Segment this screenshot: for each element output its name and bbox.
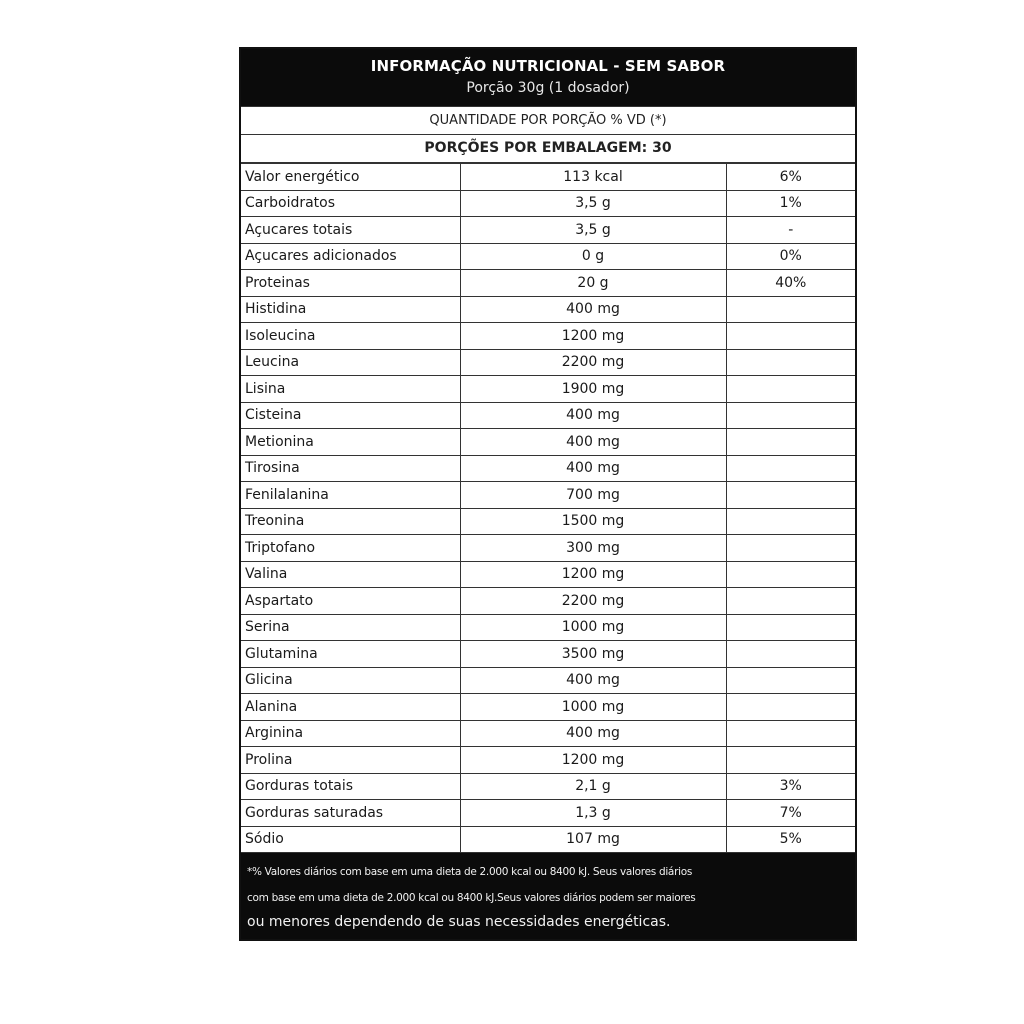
nutrient-daily-value: 40% bbox=[726, 270, 855, 297]
nutrient-name: Serina bbox=[241, 614, 460, 641]
nutrient-daily-value bbox=[726, 667, 855, 694]
nutrient-daily-value bbox=[726, 641, 855, 668]
table-row bbox=[241, 217, 855, 244]
table-row bbox=[241, 800, 855, 827]
nutrient-amount: 2,1 g bbox=[460, 773, 726, 800]
table-row bbox=[241, 773, 855, 800]
table-row bbox=[241, 190, 855, 217]
nutrient-daily-value bbox=[726, 694, 855, 721]
table-row bbox=[241, 508, 855, 535]
footnote-line-1: *% Valores diários com base em uma dieta de 2.000 kcal ou 8400 kJ. Seus valores diários bbox=[247, 866, 692, 878]
table-row bbox=[241, 243, 855, 270]
nutrient-name: Leucina bbox=[241, 349, 460, 376]
nutrient-amount: 1200 mg bbox=[460, 561, 726, 588]
nutrient-name: Glutamina bbox=[241, 641, 460, 668]
label-footnote bbox=[241, 853, 855, 939]
nutrient-amount: 400 mg bbox=[460, 720, 726, 747]
nutrient-amount: 400 mg bbox=[460, 296, 726, 323]
nutrient-amount: 2200 mg bbox=[460, 588, 726, 615]
nutrient-name: Lisina bbox=[241, 376, 460, 403]
nutrient-amount: 1000 mg bbox=[460, 614, 726, 641]
nutrient-amount: 400 mg bbox=[460, 429, 726, 456]
table-row bbox=[241, 455, 855, 482]
nutrient-daily-value bbox=[726, 429, 855, 456]
nutrient-amount: 1000 mg bbox=[460, 694, 726, 721]
nutrient-daily-value bbox=[726, 614, 855, 641]
nutrient-amount: 2200 mg bbox=[460, 349, 726, 376]
table-row bbox=[241, 349, 855, 376]
nutrient-daily-value bbox=[726, 455, 855, 482]
nutrient-daily-value: 6% bbox=[726, 164, 855, 191]
table-row bbox=[241, 402, 855, 429]
nutrient-name: Sódio bbox=[241, 826, 460, 853]
table-row bbox=[241, 747, 855, 774]
nutrient-daily-value bbox=[726, 508, 855, 535]
nutrition-facts-label bbox=[239, 47, 857, 941]
nutrient-daily-value bbox=[726, 296, 855, 323]
nutrient-amount: 1,3 g bbox=[460, 800, 726, 827]
table-row bbox=[241, 270, 855, 297]
nutrient-amount: 300 mg bbox=[460, 535, 726, 562]
serving-size: Porção 30g (1 dosador) bbox=[466, 80, 630, 96]
nutrient-name: Proteinas bbox=[241, 270, 460, 297]
nutrient-name: Carboidratos bbox=[241, 190, 460, 217]
nutrient-amount: 1900 mg bbox=[460, 376, 726, 403]
table-row bbox=[241, 429, 855, 456]
nutrient-name: Fenilalanina bbox=[241, 482, 460, 509]
nutrient-name: Valina bbox=[241, 561, 460, 588]
nutrient-name: Histidina bbox=[241, 296, 460, 323]
nutrient-daily-value bbox=[726, 402, 855, 429]
table-row bbox=[241, 296, 855, 323]
nutrient-amount: 700 mg bbox=[460, 482, 726, 509]
nutrient-amount: 1200 mg bbox=[460, 323, 726, 350]
nutrient-daily-value bbox=[726, 561, 855, 588]
nutrient-daily-value: 1% bbox=[726, 190, 855, 217]
nutrient-daily-value: 3% bbox=[726, 773, 855, 800]
nutrient-name: Treonina bbox=[241, 508, 460, 535]
nutrient-name: Prolina bbox=[241, 747, 460, 774]
nutrient-name: Cisteina bbox=[241, 402, 460, 429]
nutrient-daily-value bbox=[726, 747, 855, 774]
nutrient-rows bbox=[241, 164, 855, 853]
nutrient-name: Metionina bbox=[241, 429, 460, 456]
nutrient-amount: 0 g bbox=[460, 243, 726, 270]
nutrient-table bbox=[241, 163, 855, 853]
label-header bbox=[241, 49, 855, 106]
nutrient-name: Gorduras totais bbox=[241, 773, 460, 800]
table-row bbox=[241, 164, 855, 191]
nutrient-name: Valor energético bbox=[241, 164, 460, 191]
nutrient-daily-value bbox=[726, 349, 855, 376]
nutrient-amount: 1500 mg bbox=[460, 508, 726, 535]
nutrient-daily-value bbox=[726, 588, 855, 615]
table-row bbox=[241, 588, 855, 615]
nutrient-amount: 113 kcal bbox=[460, 164, 726, 191]
nutrient-amount: 400 mg bbox=[460, 402, 726, 429]
table-row bbox=[241, 826, 855, 853]
nutrient-daily-value: 0% bbox=[726, 243, 855, 270]
nutrient-daily-value: - bbox=[726, 217, 855, 244]
nutrient-daily-value: 7% bbox=[726, 800, 855, 827]
nutrient-amount: 1200 mg bbox=[460, 747, 726, 774]
nutrient-name: Gorduras saturadas bbox=[241, 800, 460, 827]
nutrient-daily-value bbox=[726, 535, 855, 562]
nutrient-name: Isoleucina bbox=[241, 323, 460, 350]
table-row bbox=[241, 482, 855, 509]
nutrient-name: Açucares adicionados bbox=[241, 243, 460, 270]
footnote-line-3: ou menores dependendo de suas necessidades energéticas. bbox=[247, 914, 671, 930]
servings-per-package: PORÇÕES POR EMBALAGEM: 30 bbox=[241, 135, 855, 163]
nutrient-amount: 3500 mg bbox=[460, 641, 726, 668]
table-row bbox=[241, 376, 855, 403]
nutrient-amount: 107 mg bbox=[460, 826, 726, 853]
table-row bbox=[241, 667, 855, 694]
nutrient-amount: 3,5 g bbox=[460, 217, 726, 244]
table-row bbox=[241, 561, 855, 588]
table-row bbox=[241, 614, 855, 641]
nutrient-name: Aspartato bbox=[241, 588, 460, 615]
nutrient-name: Alanina bbox=[241, 694, 460, 721]
nutrient-daily-value bbox=[726, 376, 855, 403]
nutrient-name: Arginina bbox=[241, 720, 460, 747]
nutrient-daily-value bbox=[726, 323, 855, 350]
table-row bbox=[241, 720, 855, 747]
nutrient-name: Triptofano bbox=[241, 535, 460, 562]
nutrient-daily-value bbox=[726, 720, 855, 747]
nutrient-name: Açucares totais bbox=[241, 217, 460, 244]
label-title: INFORMAÇÃO NUTRICIONAL - SEM SABOR bbox=[370, 57, 726, 75]
table-row bbox=[241, 535, 855, 562]
nutrient-daily-value: 5% bbox=[726, 826, 855, 853]
table-row bbox=[241, 323, 855, 350]
footnote-line-2: com base em uma dieta de 2.000 kcal ou 8400 kJ.Seus valores diários podem ser maiores bbox=[247, 892, 696, 904]
table-row bbox=[241, 641, 855, 668]
quantity-per-serving-heading: QUANTIDADE POR PORÇÃO % VD (*) bbox=[241, 106, 855, 135]
table-row bbox=[241, 694, 855, 721]
nutrient-amount: 3,5 g bbox=[460, 190, 726, 217]
nutrient-amount: 20 g bbox=[460, 270, 726, 297]
nutrient-name: Tirosina bbox=[241, 455, 460, 482]
nutrient-amount: 400 mg bbox=[460, 455, 726, 482]
nutrient-daily-value bbox=[726, 482, 855, 509]
nutrient-name: Glicina bbox=[241, 667, 460, 694]
nutrient-amount: 400 mg bbox=[460, 667, 726, 694]
